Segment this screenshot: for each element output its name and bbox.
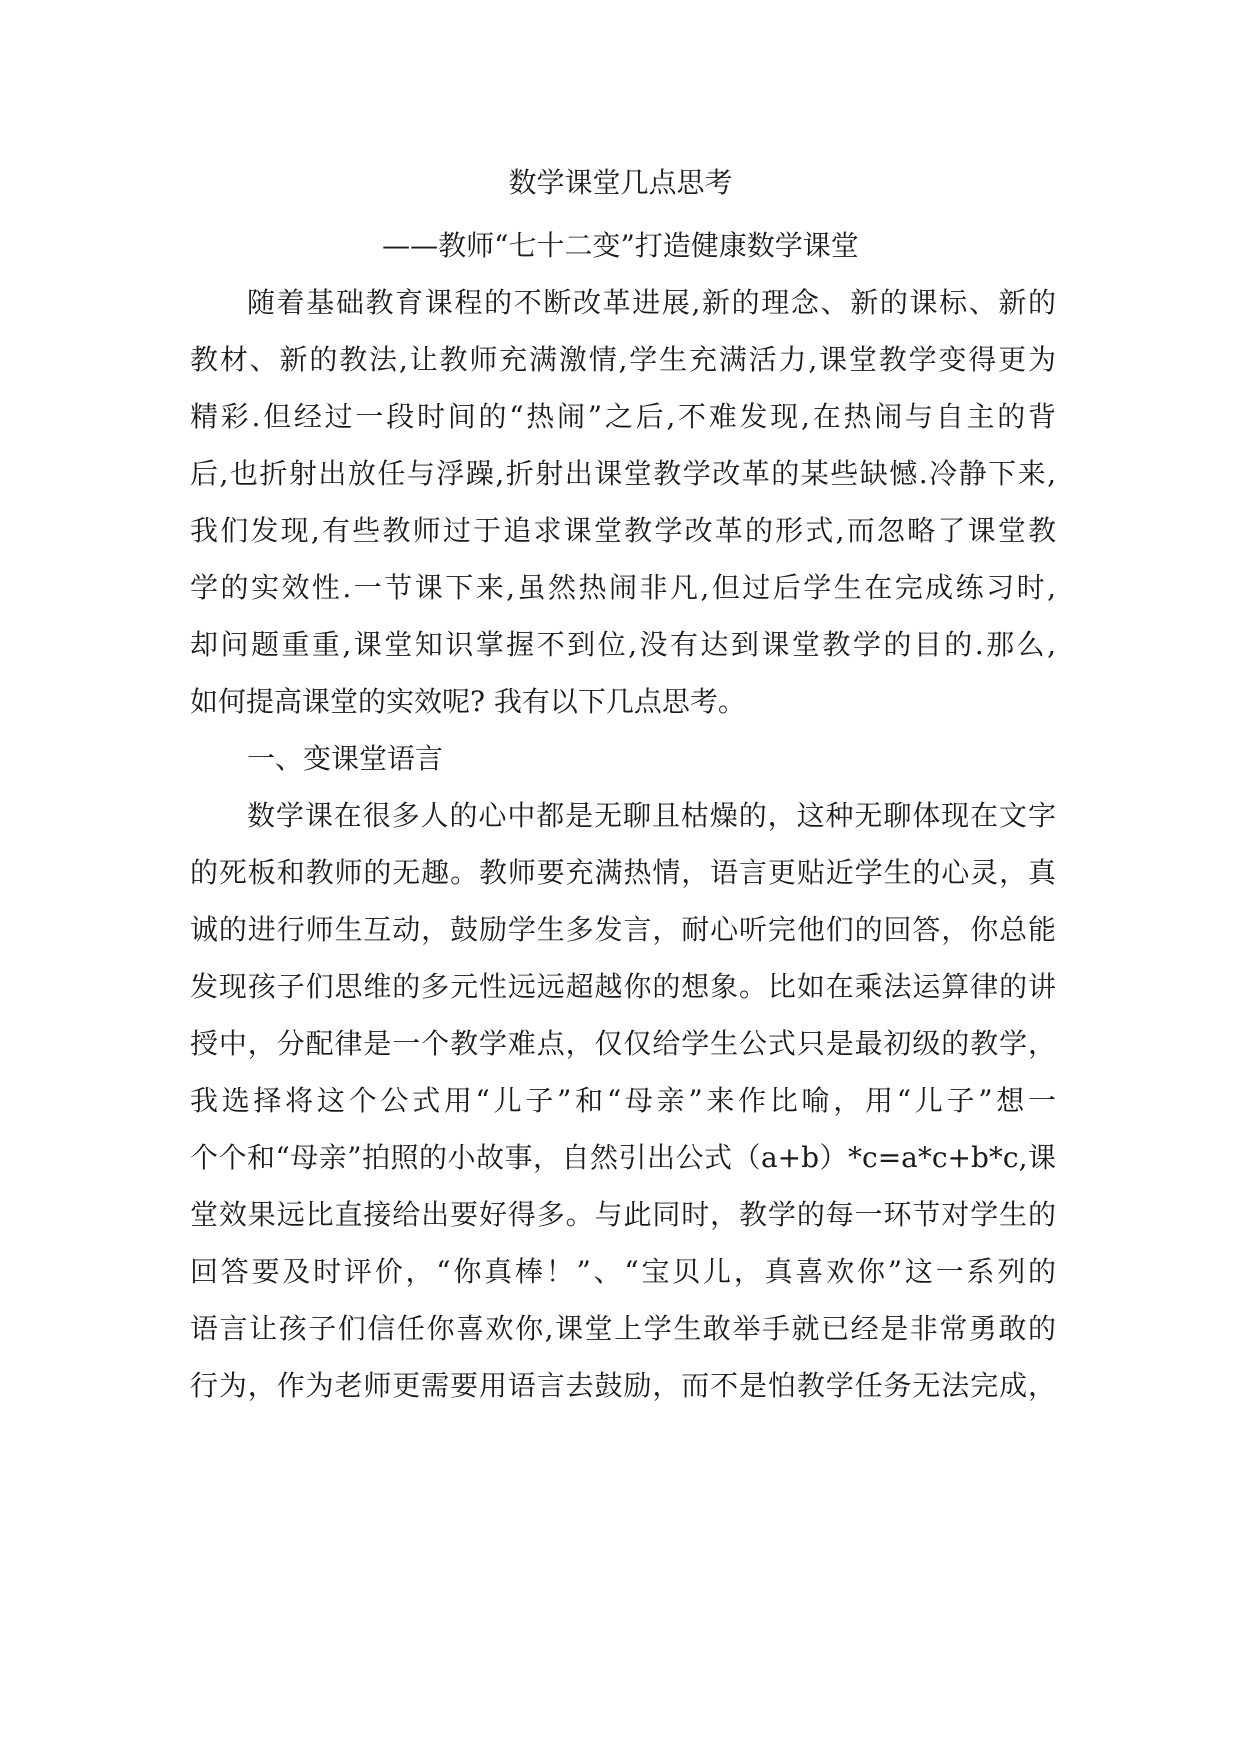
text-line: 数学课在很多人的心中都是无聊且枯燥的，这种无聊体现在文字 <box>247 799 1056 832</box>
page-subtitle: ——教师“七十二变”打造健康数学课堂 <box>382 229 859 262</box>
text-line: 如何提高课堂的实效呢? 我有以下几点思考。 <box>190 685 746 718</box>
text-line: 诚的进行师生互动，鼓励学生多发言，耐心听完他们的回答，你总能 <box>190 913 1056 946</box>
text-line: 个个和“母亲”拍照的小故事，自然引出公式（a+b）*c=a*c+b*c,课 <box>190 1141 1056 1174</box>
text-line: 却问题重重,课堂知识掌握不到位,没有达到课堂教学的目的.那么, <box>190 628 1056 661</box>
text-line: 授中，分配律是一个教学难点，仅仅给学生公式只是最初级的教学， <box>190 1027 1056 1060</box>
text-line: 的死板和教师的无趣。教师要充满热情，语言更贴近学生的心灵，真 <box>190 856 1056 889</box>
text-line: 行为，作为老师更需要用语言去鼓励，而不是怕教学任务无法完成， <box>190 1369 1056 1402</box>
text-line: 学的实效性.一节课下来,虽然热闹非凡,但过后学生在完成练习时, <box>190 571 1056 604</box>
section-heading: 一、变课堂语言 <box>247 742 444 775</box>
text-line: 后,也折射出放任与浮躁,折射出课堂教学改革的某些缺憾.冷静下来, <box>190 457 1056 490</box>
text-line: 教材、新的教法,让教师充满激情,学生充满活力,课堂教学变得更为 <box>190 343 1056 376</box>
text-line: 随着基础教育课程的不断改革进展,新的理念、新的课标、新的 <box>247 286 1056 319</box>
text-line: 语言让孩子们信任你喜欢你,课堂上学生敢举手就已经是非常勇敢的 <box>190 1312 1056 1345</box>
text-line: 堂效果远比直接给出要好得多。与此同时，教学的每一环节对学生的 <box>190 1198 1056 1231</box>
page-title: 数学课堂几点思考 <box>508 166 733 199</box>
text-line: 回答要及时评价，“你真棒！”、“宝贝儿，真喜欢你”这一系列的 <box>190 1255 1056 1288</box>
text-line: 发现孩子们思维的多元性远远超越你的想象。比如在乘法运算律的讲 <box>190 970 1056 1003</box>
text-line: 我选择将这个公式用“儿子”和“母亲”来作比喻，用“儿子”想一 <box>190 1084 1056 1117</box>
text-line: 精彩.但经过一段时间的“热闹”之后,不难发现,在热闹与自主的背 <box>190 400 1056 433</box>
text-line: 我们发现,有些教师过于追求课堂教学改革的形式,而忽略了课堂教 <box>190 514 1056 547</box>
